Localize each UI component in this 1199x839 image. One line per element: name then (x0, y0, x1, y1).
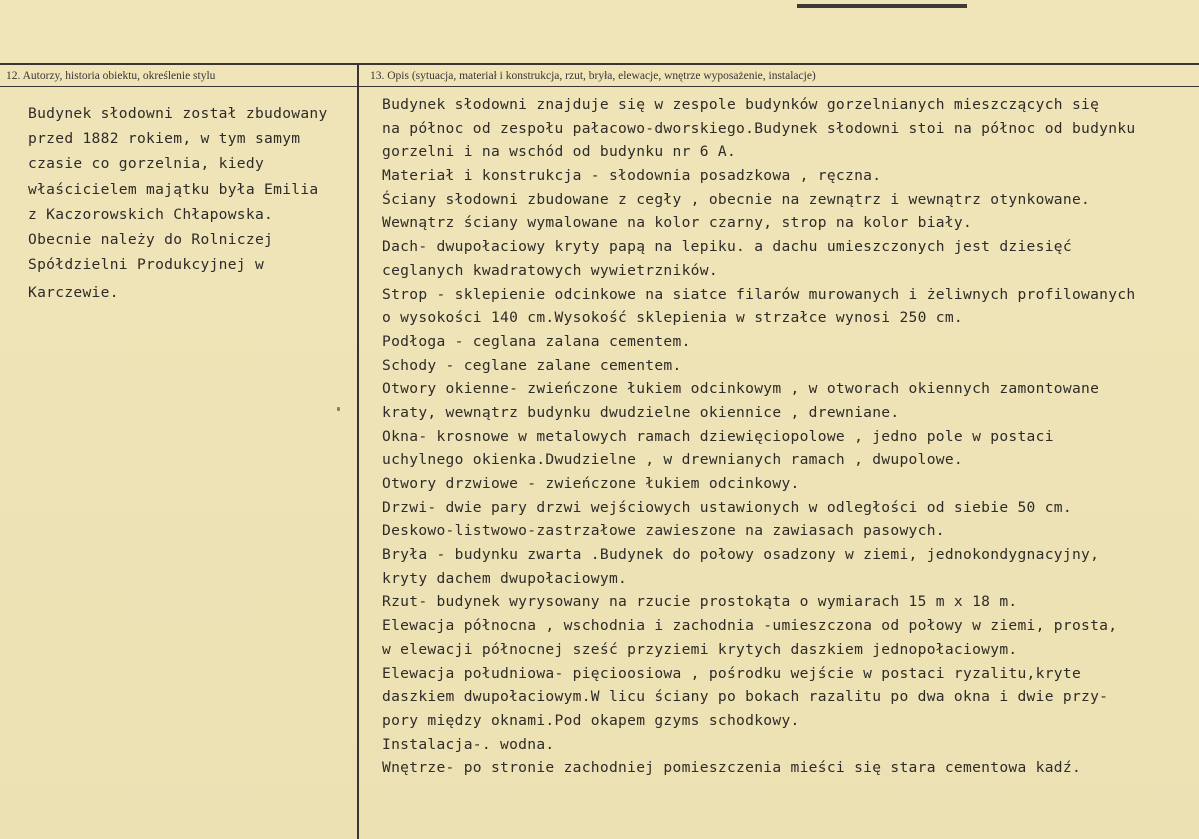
description-line: daszkiem dwupołaciowym.W licu ściany po bokach razalitu po dwa okna i dwie przy- (382, 688, 1109, 706)
history-line: czasie co gorzelnia, kiedy (28, 155, 265, 173)
description-line: w elewacji północnej sześć przyziemi krytych daszkiem jednopołaciowym. (382, 640, 1018, 658)
description-line: Okna- krosnowe w metalowych ramach dziewięciopolowe , jedno pole w postaci (382, 427, 1054, 445)
history-line: z Kaczorowskich Chłapowska. (28, 205, 274, 223)
description-line: ceglanych kwadratowych wywietrzników. (382, 261, 718, 279)
description-text-block (382, 93, 1197, 780)
history-text-block (28, 101, 353, 306)
header-divider-rule (0, 86, 1199, 87)
description-line: Drzwi- dwie pary drzwi wejściowych ustawionych w odległości od siebie 50 cm. (382, 498, 1072, 516)
description-line: gorzelni i na wschód od budynku nr 6 A. (382, 143, 737, 161)
description-line: Wewnątrz ściany wymalowane na kolor czarny, strop na kolor biały. (382, 214, 973, 232)
description-line: Rzut- budynek wyrysowany na rzucie prostokąta o wymiarach 15 m x 18 m. (382, 593, 1018, 611)
description-line: uchylnego okienka.Dwudzielne , w drewnianych ramach , dwupolowe. (382, 451, 964, 469)
description-line: Strop - sklepienie odcinkowe na siatce filarów murowanych i żeliwnych profilowanych (382, 285, 1136, 303)
description-line: pory między oknami.Pod okapem gzyms schodkowy. (382, 711, 800, 729)
history-line: przed 1882 rokiem, w tym samym (28, 130, 301, 148)
history-line: Karczewie. (28, 284, 119, 302)
history-line: Budynek słodowni został zbudowany (28, 105, 328, 122)
description-line: o wysokości 140 cm.Wysokość sklepienia w strzałce wynosi 250 cm. (382, 309, 964, 327)
description-line: Elewacja północna , wschodnia i zachodnia -umieszczona od połowy w ziemi, prosta, (382, 617, 1118, 635)
history-line: Spółdzielni Produkcyjnej w (28, 256, 265, 274)
description-line: Bryła - budynku zwarta .Budynek do połowy osadzony w ziemi, jednokondygnacyjny, (382, 546, 1100, 564)
column-divider-rule (357, 64, 359, 839)
description-line: Elewacja południowa- pięcioosiowa , pośrodku wejście w postaci ryzalitu,kryte (382, 664, 1082, 682)
paper-speck (337, 407, 340, 411)
section-13-heading: 13. Opis (sytuacja, materiał i konstrukcja, rzut, bryła, elewacje, wnętrze wyposażenie, instalacje) (370, 70, 816, 82)
description-line: Dach- dwupołaciowy kryty papą na lepiku. a dachu umieszczonych jest dziesięć (382, 238, 1072, 256)
section-12-heading: 12. Autorzy, historia obiektu, określenie stylu (6, 70, 216, 82)
history-line: właścicielem majątku była Emilia (28, 180, 319, 198)
description-line: Budynek słodowni znajduje się w zespole budynków gorzelnianych mieszczących się (382, 96, 1100, 113)
description-line: Podłoga - ceglana zalana cementem. (382, 332, 691, 350)
table-top-rule (0, 63, 1199, 65)
description-line: Wnętrze- po stronie zachodniej pomieszczenia mieści się stara cementowa kadź. (382, 759, 1082, 777)
description-line: Instalacja-. wodna. (382, 735, 555, 753)
description-line: Otwory okienne- zwieńczone łukiem odcinkowym , w otworach okiennych zamontowane (382, 380, 1100, 398)
top-edge-mark (797, 4, 967, 8)
description-line: kryty dachem dwupołaciowym. (382, 569, 628, 587)
description-line: Otwory drzwiowe - zwieńczone łukiem odcinkowy. (382, 475, 800, 492)
description-line: kraty, wewnątrz budynku dwudzielne okiennice , drewniane. (382, 403, 900, 421)
history-line: Obecnie należy do Rolniczej (28, 230, 274, 248)
description-line: Deskowo-listwowo-zastrzałowe zawieszone na zawiasach pasowych. (382, 522, 945, 540)
description-line: Schody - ceglane zalane cementem. (382, 356, 682, 374)
description-line: na północ od zespołu pałacowo-dworskiego.Budynek słodowni stoi na północ od budynku (382, 119, 1136, 137)
description-line: Ściany słodowni zbudowane z cegły , obecnie na zewnątrz i wewnątrz otynkowane. (382, 190, 1091, 208)
description-line: Materiał i konstrukcja - słodownia posadzkowa , ręczna. (382, 167, 882, 185)
